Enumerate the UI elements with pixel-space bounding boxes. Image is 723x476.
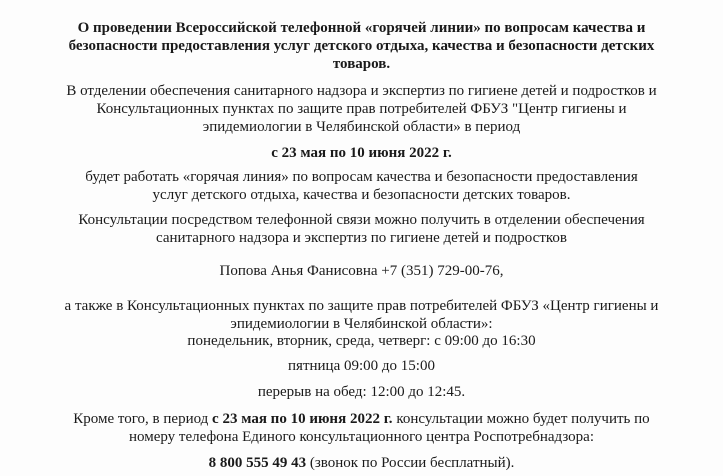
schedule-lunch: перерыв на обед: 12:00 до 12:45. [257,384,466,400]
hotline-number-line [0,454,723,472]
moreover-line-2: номеру телефона Единого консультационного центра Роспотребнадзора: [128,429,595,445]
moreover-period: с 23 мая по 10 июня 2022 г. [212,411,393,427]
contact-line: Попова Анья Фанисовна +7 (351) 729-00-76, [219,263,504,279]
also-line-1: а также в Консультационных пунктах по защите прав потребителей ФБУЗ «Центр гигиены и [64,298,659,314]
period-line: с 23 мая по 10 июня 2022 г. [271,145,452,161]
title-line-1: О проведении Всероссийской телефонной «горячей линии» по вопросам качества и [77,20,646,36]
schedule-weekdays: понедельник, вторник, среда, четверг: с 09:00 до 16:30 [187,333,536,349]
title-line-2: безопасности предоставления услуг детского отдыха, качества и безопасности детских [68,38,655,54]
schedule-friday: пятница 09:00 до 15:00 [288,358,435,374]
also-line-2: эпидемиологии в Челябинской области»: [230,316,493,332]
intro-line-1: В отделении обеспечения санитарного надзора и экспертиз по гигиене детей и подростков и [66,83,657,99]
moreover-prefix: Кроме того, в период [73,411,213,427]
consult-line-2: санитарного надзора и экспертиз по гигиене детей и подростков [156,230,567,246]
intro-line-2: Консультационных пунктах по защите прав потребителей ФБУЗ "Центр гигиены и [96,101,627,117]
consult-line-1: Консультации посредством телефонной связи можно получить в отделении обеспечения [78,212,645,228]
intro-line-3: эпидемиологии в Челябинской области» в период [202,119,521,135]
title-line-3: товаров. [332,56,391,72]
hotline-line-2: услуг детского отдыха, качества и безопасности детских товаров. [152,187,571,203]
hotline-note: (звонок по России бесплатный). [306,455,515,471]
hotline-number: 8 800 555 49 43 [208,455,307,471]
hotline-line-1: будет работать «горячая линия» по вопросам качества и безопасности предоставления [85,169,638,185]
moreover-suffix: консультации можно будет получить по [392,411,650,427]
moreover-line-1 [0,410,723,428]
